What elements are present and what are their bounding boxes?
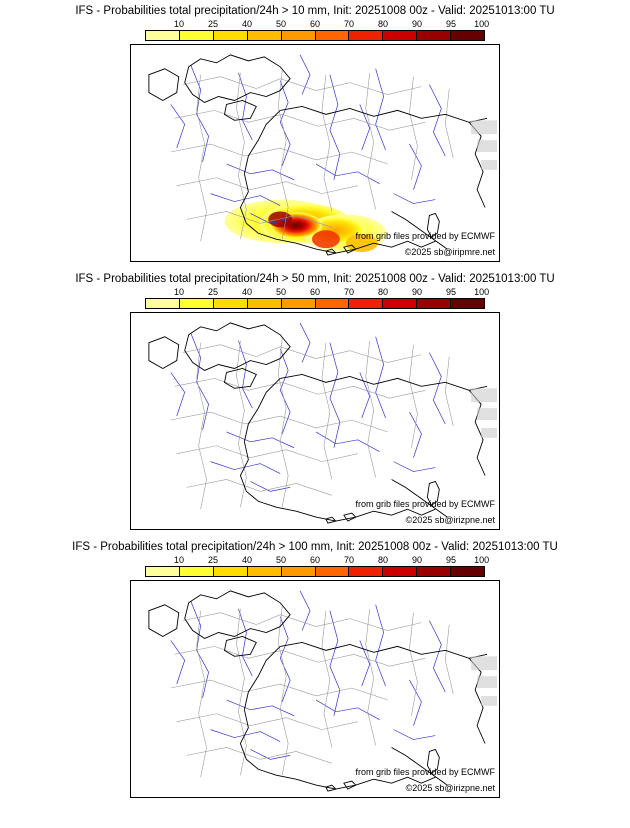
legend-tick: 70 [343, 287, 355, 297]
offshore-shading [471, 656, 497, 706]
legend-swatch [316, 299, 350, 308]
legend-swatch [383, 299, 417, 308]
offshore-shading [471, 388, 497, 438]
legend-tick: 10 [173, 555, 185, 565]
panel-title: IFS - Probabilities total precipitation/24h > 100 mm, Init: 20251008 00z - Valid: 20251013:00 TU [72, 541, 558, 553]
legend-tick-labels [145, 555, 490, 566]
rivers-layer [171, 591, 446, 759]
rivers-layer [171, 55, 446, 223]
legend-tick: 70 [343, 555, 355, 565]
legend-tick: 95 [445, 555, 457, 565]
panel-threshold-10mm [0, 0, 630, 262]
legend-swatch [282, 299, 316, 308]
legend-tick: 90 [411, 19, 423, 29]
legend-10mm [145, 19, 490, 41]
credit-ecmwf: from grib files provided by ECMWF [355, 499, 495, 509]
legend-tick: 50 [275, 19, 287, 29]
panel-title: IFS - Probabilities total precipitation/24h > 10 mm, Init: 20251008 00z - Valid: 20251013:00 TU [75, 5, 555, 17]
legend-tick: 10 [173, 287, 185, 297]
legend-tick: 90 [411, 555, 423, 565]
legend-swatch [180, 299, 214, 308]
legend-tick: 100 [474, 19, 490, 29]
legend-50mm [145, 287, 490, 309]
legend-tick: 95 [445, 19, 457, 29]
legend-tick: 25 [207, 555, 219, 565]
legend-tick: 25 [207, 287, 219, 297]
legend-swatch [349, 299, 383, 308]
legend-swatch [383, 567, 417, 576]
legend-tick: 40 [241, 287, 253, 297]
legend-tick: 90 [411, 287, 423, 297]
legend-swatch [282, 31, 316, 40]
legend-tick: 60 [309, 555, 321, 565]
admin-borders-layer [171, 339, 453, 509]
map-canvas-100mm[interactable] [130, 580, 500, 798]
legend-color-bar [145, 30, 485, 41]
legend-swatch [248, 31, 282, 40]
offshore-shading [471, 120, 497, 170]
legend-swatch [417, 299, 451, 308]
legend-color-bar [145, 298, 485, 309]
legend-swatch [146, 31, 180, 40]
legend-tick: 80 [377, 555, 389, 565]
legend-swatch [451, 567, 484, 576]
legend-swatch [451, 31, 484, 40]
panel-threshold-50mm [0, 268, 630, 530]
credit-site: ©2025 sb@irizpne.net [405, 515, 495, 525]
legend-tick: 60 [309, 287, 321, 297]
legend-tick: 40 [241, 19, 253, 29]
legend-swatch [383, 31, 417, 40]
legend-tick: 50 [275, 555, 287, 565]
credit-site: ©2025 sb@irizpne.net [405, 783, 495, 793]
legend-tick: 80 [377, 19, 389, 29]
legend-tick: 40 [241, 555, 253, 565]
legend-swatch [214, 31, 248, 40]
legend-swatch [146, 299, 180, 308]
legend-tick: 10 [173, 19, 185, 29]
map-vector-layer [131, 45, 499, 261]
legend-swatch [214, 299, 248, 308]
legend-tick: 100 [474, 287, 490, 297]
legend-swatch [146, 567, 180, 576]
legend-swatch [214, 567, 248, 576]
panel-threshold-100mm [0, 536, 630, 798]
legend-tick: 100 [474, 555, 490, 565]
credit-site: ©2025 sb@iripmre.net [404, 247, 495, 257]
legend-swatch [248, 567, 282, 576]
legend-tick-labels [145, 19, 490, 30]
legend-tick: 60 [309, 19, 321, 29]
map-vector-layer [131, 313, 499, 529]
legend-swatch [349, 31, 383, 40]
map-canvas-50mm[interactable] [130, 312, 500, 530]
legend-color-bar [145, 566, 485, 577]
admin-borders-layer [171, 607, 453, 777]
legend-tick: 50 [275, 287, 287, 297]
map-canvas-10mm[interactable] [130, 44, 500, 262]
legend-swatch [180, 31, 214, 40]
legend-tick: 95 [445, 287, 457, 297]
legend-swatch [316, 31, 350, 40]
legend-swatch [282, 567, 316, 576]
legend-swatch [451, 299, 484, 308]
credit-ecmwf: from grib files provided by ECMWF [355, 767, 495, 777]
legend-tick: 80 [377, 287, 389, 297]
map-vector-layer [131, 581, 499, 797]
legend-tick: 70 [343, 19, 355, 29]
legend-swatch [349, 567, 383, 576]
legend-tick: 25 [207, 19, 219, 29]
legend-swatch [417, 31, 451, 40]
panel-title: IFS - Probabilities total precipitation/24h > 50 mm, Init: 20251008 00z - Valid: 20251013:00 TU [75, 273, 555, 285]
legend-tick-labels [145, 287, 490, 298]
legend-swatch [180, 567, 214, 576]
legend-swatch [417, 567, 451, 576]
legend-swatch [316, 567, 350, 576]
credit-ecmwf: from grib files provided by ECMWF [355, 231, 495, 241]
rivers-layer [171, 323, 446, 491]
legend-swatch [248, 299, 282, 308]
legend-100mm [145, 555, 490, 577]
